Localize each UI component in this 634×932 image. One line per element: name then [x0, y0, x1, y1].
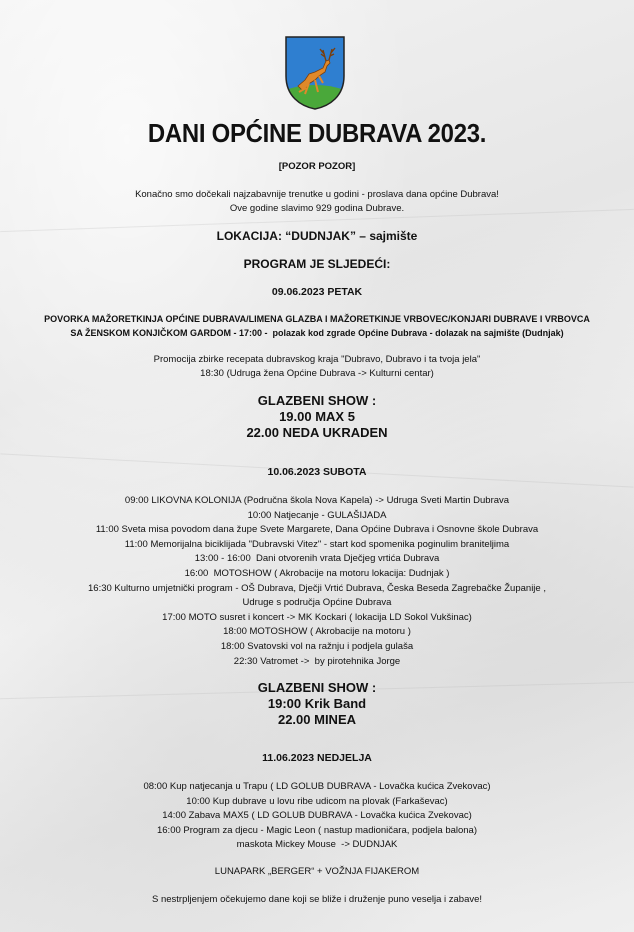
day2-music-show [0, 680, 634, 728]
intro-line: Ove godine slavimo 929 godina Dubrave. [229, 203, 405, 214]
event-line: 08:00 Kup natjecanja u Trapu ( LD GOLUB DUBRAVA - Lovačka kućica Zvekovac) [143, 781, 491, 792]
page-title: DANI OPĆINE DUBRAVA 2023. [147, 118, 487, 148]
lunapark-text: LUNAPARK „BERGER“ + VOŽNJA FIJAKEROM [214, 866, 420, 877]
show-heading: GLAZBENI SHOW : [257, 680, 377, 695]
promo-line: Promocija zbirke recepata dubravskog kraja "Dubravo, Dubravo i ta tvoja jela" [153, 354, 481, 365]
event-line: 13:00 - 16:00 Dani otvorenih vrata Dječjeg vrtića Dubrava [194, 553, 440, 565]
day3-events [0, 780, 634, 853]
event-line: 18:00 MOTOSHOW ( Akrobacije na motoru ) [223, 626, 411, 638]
event-line: 16:30 Kulturno umjetnički program - OŠ Dubrava, Dječji Vrtić Dubrava, Česka Beseda Zagrebačke Županije , [88, 582, 546, 594]
event-line: maskota Mickey Mouse -> DUDNJAK [236, 839, 398, 851]
program-heading: PROGRAM JE SLJEDEĆI: [243, 257, 391, 271]
event-line: 16:00 Program za djecu - Magic Leon ( nastup madioničara, podjela balona) [156, 824, 478, 836]
event-line: 11:00 Sveta misa povodom dana župe Svete Margarete, Dana Općine Dubrava i Osnovne škole Dubrava [95, 524, 539, 536]
location-text: LOKACIJA: “DUDNJAK” – sajmište [216, 229, 418, 243]
promo-line: 18:30 (Udruga žena Općine Dubrava -> Kulturni centar) [200, 368, 434, 379]
day1-date: 09.06.2023 PETAK [271, 286, 363, 298]
event-line: 18:00 Svatovski vol na ražnju i podjela gulaša [220, 640, 414, 652]
coat-of-arms-icon [285, 36, 345, 110]
event-line: 10:00 Natjecanje - GULAŠIJADA [247, 509, 387, 521]
event-line: 11:00 Memorijalna biciklijada "Dubravski Vitez" - start kod spomenika poginulim braniteljima [124, 538, 510, 550]
day1-promo [0, 353, 634, 381]
event-line: Udruge s područja Općine Dubrava [242, 597, 392, 609]
intro-text [0, 188, 634, 216]
show-item: 19:00 Krik Band [267, 696, 367, 711]
event-line: 22:30 Vatromet -> by pirotehnika Jorge [233, 655, 401, 667]
day2-events [0, 494, 634, 669]
closing-text: S nestrpljenjem očekujemo dane koji se bliže i druženje puno veselja i zabave! [151, 894, 483, 905]
day3-date: 11.06.2023 NEDJELJA [262, 752, 372, 764]
event-line: 09:00 LIKOVNA KOLONIJA (Područna škola Nova Kapela) -> Udruga Sveti Martin Dubrava [124, 495, 510, 506]
show-item: 19.00 MAX 5 [279, 409, 355, 424]
event-line: 16:00 MOTOSHOW ( Akrobacije na motoru lokacija: Dudnjak ) [184, 567, 450, 579]
day1-parade [0, 312, 634, 340]
parade-line: SA ŽENSKOM KONJIČKOM GARDOM - 17:00 - polazak kod zgrade Općine Dubrava - dolazak na sajmište (Dudnjak) [70, 328, 564, 338]
parade-line: POVORKA MAŽORETKINJA OPĆINE DUBRAVA/LIMENA GLAZBA I MAŽORETKINJE VRBOVEC/KONJARI DUBRAVE I VRBOVCA [44, 314, 590, 324]
show-heading: GLAZBENI SHOW : [257, 393, 377, 408]
subtitle: [POZOR POZOR] [278, 161, 356, 172]
show-item: 22.00 MINEA [277, 712, 357, 727]
show-item: 22.00 NEDA UKRADEN [246, 425, 388, 440]
intro-line: Konačno smo dočekali najzabavnije trenutke u godini - proslava dana općine Dubrava! [135, 189, 499, 200]
event-line: 17:00 MOTO susret i koncert -> MK Kockari ( lokacija LD Sokol Vukšinac) [162, 611, 472, 623]
event-line: 10:00 Kup dubrave u lovu ribe udicom na plovak (Farkaševac) [186, 795, 448, 807]
day2-date: 10.06.2023 SUBOTA [267, 466, 367, 478]
day1-music-show [0, 393, 634, 441]
event-line: 14:00 Zabava MAX5 ( LD GOLUB DUBRAVA - Lovačka kućica Zvekovac) [162, 810, 472, 822]
